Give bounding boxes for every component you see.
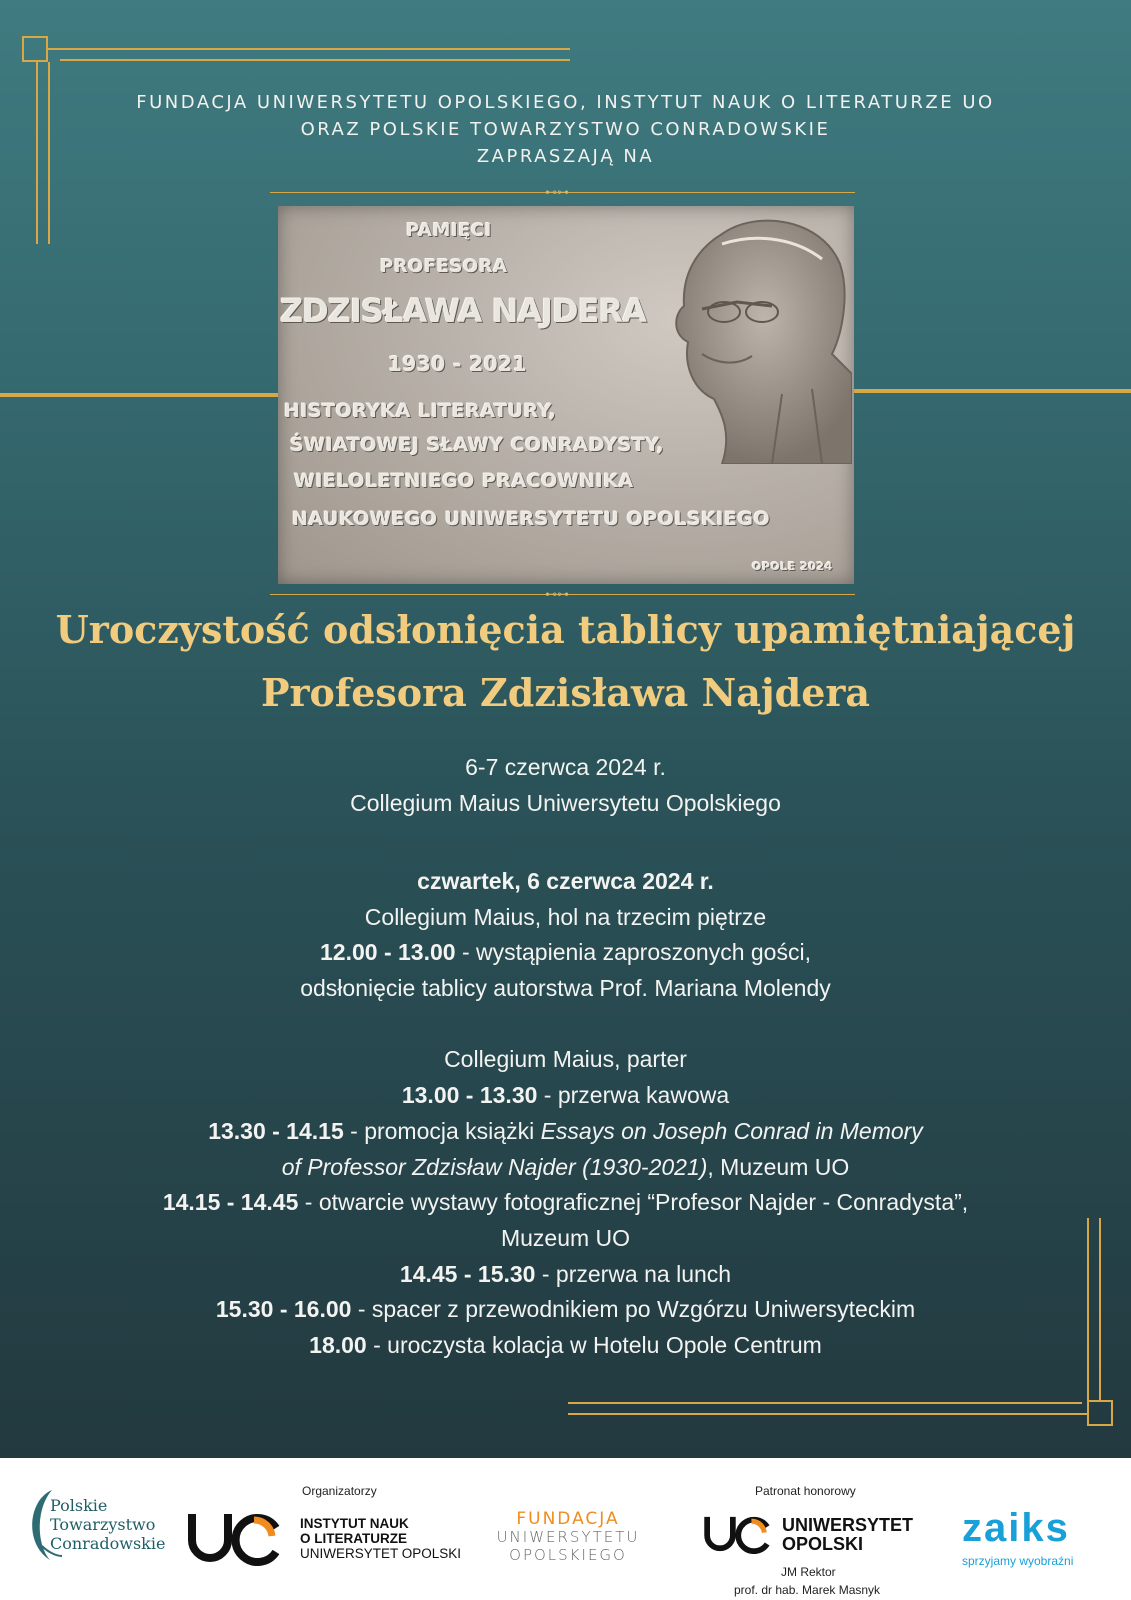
schedule-item: [0, 1185, 1131, 1221]
schedule-item: [0, 1114, 1131, 1150]
uo-logo-icon: [188, 1510, 288, 1566]
event-title-line: Uroczystość odsłonięcia tablicy upamiętniającej: [55, 607, 1076, 652]
schedule-desc: - uroczysta kolacja w Hotelu Opole Centrum: [366, 1331, 822, 1358]
corner-ornament-bottom-right: [1087, 1400, 1113, 1426]
event-dates: 6-7 czerwca 2024 r.: [465, 754, 666, 780]
frame-line: [568, 1402, 1082, 1404]
schedule-item-cont: Muzeum UO: [500, 1224, 631, 1251]
schedule-time: 13.30 - 14.15: [208, 1117, 344, 1144]
ptc-logo-text: [50, 1496, 165, 1553]
intro-line: FUNDACJA UNIWERSYTETU OPOLSKIEGO, INSTYTUT NAUK O LITERATURZE UO: [136, 92, 995, 113]
schedule: [0, 864, 1131, 1364]
uo-logo-text: [782, 1516, 913, 1554]
schedule-item-cont: [0, 1150, 1131, 1186]
schedule-item: [0, 1328, 1131, 1364]
sponsor-footer: [0, 1458, 1131, 1600]
schedule-desc: - przerwa na lunch: [535, 1260, 732, 1287]
schedule-time: 12.00 - 13.00: [320, 939, 456, 966]
plaque-text: NAUKOWEGO UNIWERSYTETU OPOLSKIEGO: [292, 508, 771, 530]
event-summary: [0, 750, 1131, 821]
rector-label: JM Rektor: [781, 1565, 836, 1579]
frame-line: [48, 48, 570, 50]
plaque-text: PAMIĘCI: [406, 220, 492, 241]
plaque-text: ZDZISŁAWA NAJDERA: [280, 292, 646, 330]
schedule-item-cont: odsłonięcie tablicy autorstwa Prof. Mariana Molendy: [300, 975, 831, 1002]
schedule-time: 15.30 - 16.00: [215, 1296, 352, 1323]
plaque-signature: OPOLE 2024: [752, 560, 833, 573]
frame-line: [568, 1413, 1087, 1415]
uo-line: OPOLSKI: [782, 1534, 864, 1554]
corner-ornament-top-left: [22, 36, 48, 62]
plaque-text: ŚWIATOWEJ SŁAWY CONRADYSTY,: [290, 434, 665, 456]
side-bar-left: [0, 393, 278, 397]
schedule-desc: - wystąpienia zaproszonych gości,: [455, 939, 811, 966]
foundation-line: FUNDACJA: [516, 1509, 620, 1529]
rector-name: prof. dr hab. Marek Masnyk: [734, 1583, 881, 1597]
intro-line: ORAZ POLSKIE TOWARZYSTWO CONRADOWSKIE: [300, 119, 831, 140]
plaque-text: HISTORYKA LITERATURY,: [284, 400, 557, 422]
uo-logo-icon: [704, 1514, 776, 1554]
schedule-place: Collegium Maius, hol na trzecim piętrze: [364, 903, 767, 930]
schedule-item: [0, 935, 1131, 971]
schedule-item: [0, 1257, 1131, 1293]
plaque-text: PROFESORA: [380, 256, 508, 277]
event-title-line: Profesora Zdzisława Najdera: [260, 670, 871, 715]
institute-line: O LITERATURZE: [300, 1531, 407, 1546]
schedule-time: 14.45 - 15.30: [399, 1260, 536, 1287]
side-bar-right: [854, 389, 1131, 393]
schedule-day: czwartek, 6 czerwca 2024 r.: [417, 868, 714, 894]
schedule-time: 18.00: [309, 1331, 367, 1358]
frame-line: [60, 59, 570, 61]
plaque-text: 1930 - 2021: [388, 352, 528, 376]
schedule-time: 13.00 - 13.30: [401, 1082, 538, 1109]
foundation-logo: [488, 1510, 648, 1564]
patronage-label: Patronat honorowy: [755, 1484, 856, 1498]
schedule-item: [0, 1292, 1131, 1328]
ornament-icon: ⊷⊶: [545, 185, 569, 199]
intro-line: ZAPRASZAJĄ NA: [476, 146, 655, 167]
institute-line: UNIWERSYTET OPOLSKI: [300, 1546, 462, 1561]
memorial-plaque-photo: [278, 206, 854, 584]
organizers-label: Organizatorzy: [302, 1484, 377, 1498]
foundation-line: UNIWERSYTETU: [496, 1528, 640, 1546]
foundation-line: OPOLSKIEGO: [509, 1546, 627, 1564]
ptc-line: Conradowskie: [50, 1534, 166, 1553]
event-venue: Collegium Maius Uniwersytetu Opolskiego: [350, 789, 781, 816]
schedule-desc: - promocja książki: [343, 1117, 541, 1144]
spacer: [0, 1007, 1131, 1043]
schedule-place: Collegium Maius, parter: [444, 1046, 687, 1073]
schedule-desc: - spacer z przewodnikiem po Wzgórzu Uniwersyteckim: [351, 1296, 916, 1323]
schedule-desc: , Muzeum UO: [707, 1153, 850, 1180]
ptc-line: Towarzystwo: [50, 1515, 156, 1534]
zaiks-tagline: sprzyjamy wyobraźni: [962, 1554, 1074, 1568]
ornament-icon: ⊷⊶: [545, 587, 569, 601]
ptc-line: Polskie: [50, 1496, 108, 1515]
schedule-time: 14.15 - 14.45: [162, 1189, 299, 1216]
institute-logo-text: [300, 1516, 461, 1561]
portrait-relief-icon: [662, 214, 852, 464]
book-title: Essays on Joseph Conrad in Memory: [540, 1117, 923, 1144]
schedule-item: [0, 1078, 1131, 1114]
schedule-desc: - otwarcie wystawy fotograficznej “Profesor Najder - Conradysta”,: [298, 1189, 969, 1216]
schedule-desc: - przerwa kawowa: [537, 1082, 730, 1109]
uo-line: UNIWERSYTET: [782, 1515, 914, 1535]
book-title: of Professor Zdzisław Najder (1930-2021): [281, 1153, 708, 1180]
organizers-intro: [0, 89, 1131, 170]
institute-line: INSTYTUT NAUK: [300, 1516, 409, 1531]
zaiks-logo: zaiks: [962, 1506, 1070, 1550]
plaque-text: WIELOLETNIEGO PRACOWNIKA: [294, 470, 634, 492]
